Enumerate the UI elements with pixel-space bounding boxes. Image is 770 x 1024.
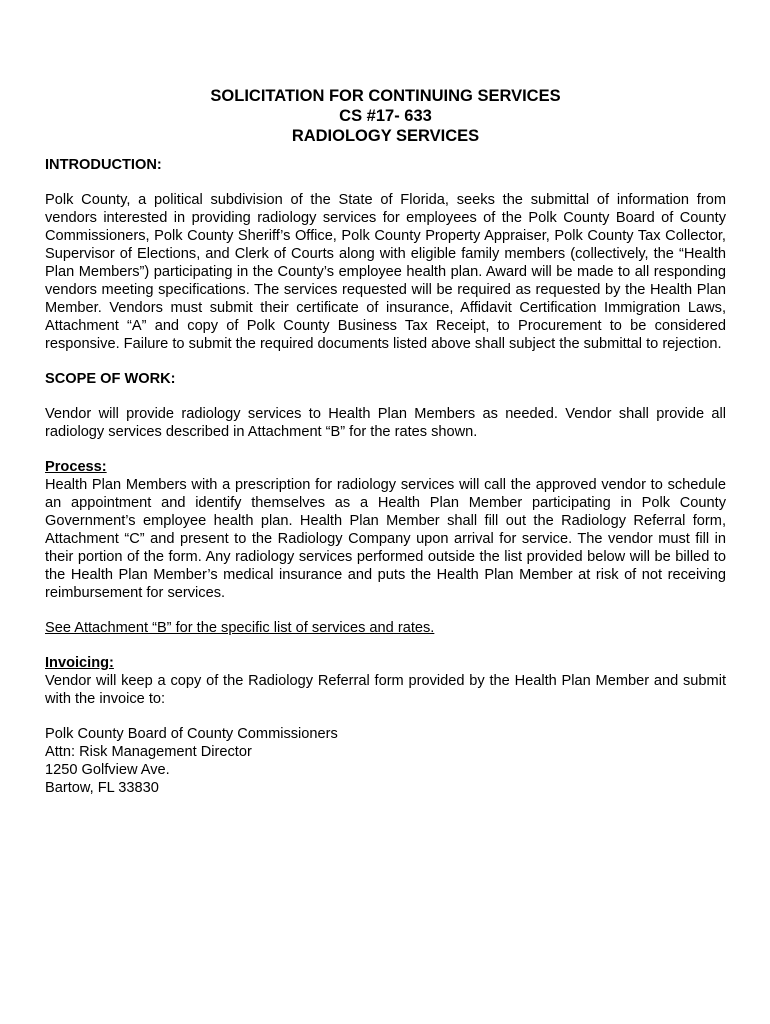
attachment-note: See Attachment “B” for the specific list of services and rates. bbox=[45, 620, 435, 636]
title-line-2: CS #17- 633 bbox=[339, 107, 432, 125]
process-section bbox=[45, 458, 726, 602]
invoicing-paragraph: Vendor will keep a copy of the Radiology Referral form provided by the Health Plan Member and submit with the invoice to: bbox=[45, 673, 726, 707]
mailing-address bbox=[45, 725, 726, 797]
title-line-1: SOLICITATION FOR CONTINUING SERVICES bbox=[210, 87, 561, 105]
invoicing-heading: Invoicing: bbox=[45, 655, 114, 671]
document-page bbox=[45, 86, 726, 797]
address-line-3: 1250 Golfview Ave. bbox=[45, 762, 170, 778]
title-line-3: RADIOLOGY SERVICES bbox=[291, 127, 480, 145]
address-line-4: Bartow, FL 33830 bbox=[45, 780, 159, 796]
scope-paragraph: Vendor will provide radiology services to Health Plan Members as needed. Vendor shall provide all radiology services described in Attachment “B” for the rates shown. bbox=[45, 406, 726, 440]
process-heading: Process: bbox=[45, 459, 107, 475]
attachment-note-block bbox=[45, 619, 726, 637]
process-paragraph: Health Plan Members with a prescription for radiology services will call the approved vendor to schedule an appointment and identify themselves as a Health Plan Member participating in Polk County Government’s employee health plan. Health Plan Member shall fill out the Radiology Referral form, Attachment “C” and present to the Radiology Company upon arrival for service. The vendor must fill in their portion of the form. Any radiology services performed outside the list provided below will be billed to the Health Plan Member’s medical insurance and puts the Health Plan Member at risk of not receiving reimbursement for services. bbox=[45, 477, 726, 601]
introduction-paragraph: Polk County, a political subdivision of the State of Florida, seeks the submittal of information from vendors interested in providing radiology services for employees of the Polk County Board of County Commissioners, Polk County Sheriff’s Office, Polk County Property Appraiser, Polk County Tax Collector, Supervisor of Elections, and Clerk of Courts along with eligible family members (collectively, the “Health Plan Members”) participating in the County’s employee health plan. Award will be made to all responding vendors meeting specifications. The services requested will be required as requested by the Health Plan Member. Vendors must submit their certificate of insurance, Affidavit Certification Immigration Laws, Attachment “A” and copy of Polk County Business Tax Receipt, to Procurement to be considered responsive. Failure to submit the required documents listed above shall subject the submittal to rejection. bbox=[45, 192, 726, 352]
address-line-1: Polk County Board of County Commissioners bbox=[45, 726, 338, 742]
address-line-2: Attn: Risk Management Director bbox=[45, 744, 252, 760]
invoicing-section bbox=[45, 654, 726, 708]
scope-heading: SCOPE OF WORK: bbox=[45, 371, 176, 387]
document-title bbox=[45, 86, 726, 146]
introduction-heading: INTRODUCTION: bbox=[45, 157, 162, 173]
